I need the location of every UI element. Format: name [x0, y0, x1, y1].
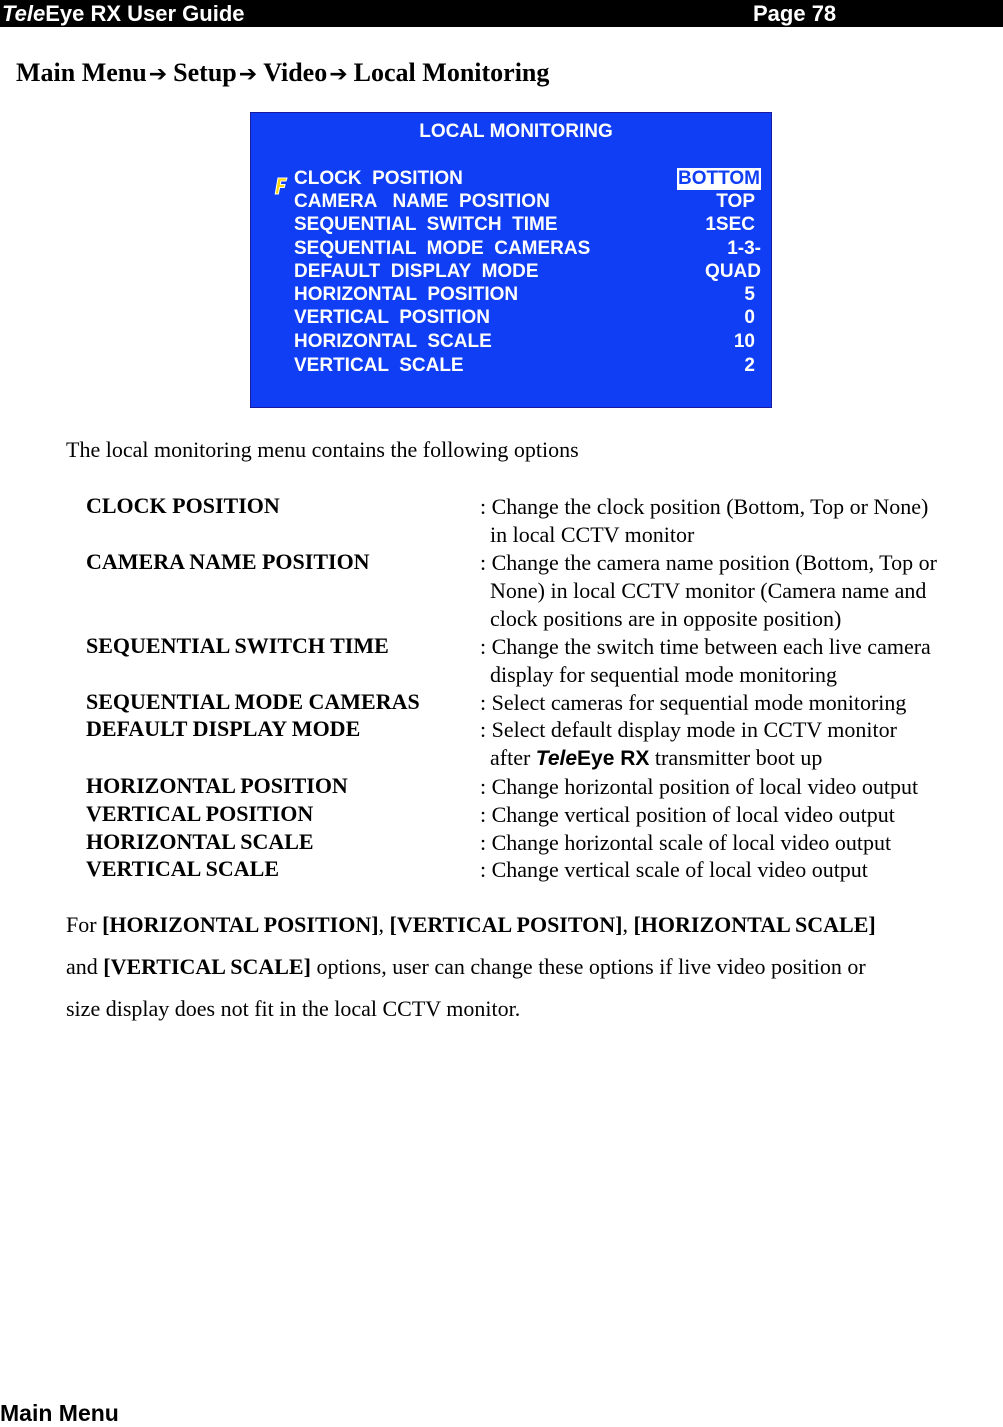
option-term: SEQUENTIAL MODE CAMERAS: [86, 689, 420, 714]
osd-row-value-selected: BOTTOM: [678, 168, 760, 189]
osd-row-clock-position: [294, 168, 761, 191]
note-text: and: [66, 954, 104, 979]
osd-row-label: VERTICAL SCALE: [294, 355, 464, 376]
option-description-line: display for sequential mode monitoring: [490, 662, 838, 687]
osd-row-value: 1SEC: [705, 214, 755, 235]
text-after: after: [490, 745, 536, 770]
option-term: HORIZONTAL SCALE: [86, 829, 314, 854]
option-description: [480, 801, 995, 829]
brand-tele: Tele: [535, 747, 578, 770]
option-description: [480, 633, 995, 689]
breadcrumb: [16, 58, 549, 88]
osd-row-label: SEQUENTIAL SWITCH TIME: [294, 214, 558, 235]
note-term: [HORIZONTAL POSITION]: [102, 912, 379, 937]
option-description-line: clock positions are in opposite position): [490, 606, 842, 631]
osd-row-vertical-position: [294, 307, 761, 330]
product-name: [536, 747, 650, 770]
option-description-line: : Change vertical scale of local video output: [480, 857, 868, 882]
option-description-line: : Change horizontal position of local video output: [480, 774, 919, 799]
option-description-line: None) in local CCTV monitor (Camera name and: [490, 578, 927, 603]
osd-row-sequential-switch-time: [294, 214, 761, 237]
osd-row-horizontal-position: [294, 284, 761, 307]
option-term: DEFAULT DISPLAY MODE: [86, 716, 361, 741]
note-text: ,: [622, 912, 634, 937]
note-text: For: [66, 912, 103, 937]
option-description-line: : Change the clock position (Bottom, Top or None): [480, 494, 929, 519]
option-description: [480, 549, 995, 633]
option-description-line: : Change the camera name position (Bottom, Top or: [480, 550, 937, 575]
arrow-right-icon: ➔: [329, 62, 348, 87]
osd-row-label: DEFAULT DISPLAY MODE: [294, 261, 539, 282]
arrow-right-icon: ➔: [148, 62, 168, 87]
brand-rest: Eye RX User Guide: [45, 1, 245, 26]
brand-tele: Tele: [2, 1, 46, 26]
osd-title: LOCAL MONITORING: [419, 121, 613, 142]
option-description: [480, 773, 995, 801]
note-line: size display does not fit in the local CCTV monitor.: [66, 996, 521, 1021]
osd-row-value: 0: [744, 307, 755, 328]
note-text: ,: [378, 912, 390, 937]
option-description-line: : Select cameras for sequential mode monitoring: [480, 690, 907, 715]
note-line: [66, 904, 986, 946]
osd-row-value: TOP: [716, 191, 755, 212]
brand-rest: Eye RX: [577, 747, 650, 770]
option-description: [480, 829, 995, 857]
osd-row-value: QUAD: [705, 261, 761, 282]
intro-paragraph: The local monitoring menu contains the following options: [66, 437, 579, 462]
osd-row-label: HORIZONTAL POSITION: [294, 284, 519, 305]
osd-row-label: HORIZONTAL SCALE: [294, 331, 492, 352]
option-description-line: [480, 744, 995, 773]
option-term: VERTICAL SCALE: [86, 856, 280, 881]
osd-row-default-display-mode: [294, 261, 761, 284]
option-term: HORIZONTAL POSITION: [86, 773, 348, 798]
option-description: [480, 493, 995, 549]
option-description-line: : Change horizontal scale of local video output: [480, 830, 892, 855]
breadcrumb-local-monitoring: Local Monitoring: [353, 58, 550, 87]
osd-row-sequential-mode-cameras: [294, 238, 761, 261]
option-description-line: : Select default display mode in CCTV monitor: [480, 717, 897, 742]
osd-row-value: 1-3-: [727, 238, 761, 259]
option-description-line: : Change vertical position of local video output: [480, 802, 895, 827]
note-term: [VERTICAL SCALE]: [103, 954, 311, 979]
osd-row-label: VERTICAL POSITION: [294, 307, 491, 328]
local-monitoring-osd-screenshot: [250, 112, 772, 408]
option-term: SEQUENTIAL SWITCH TIME: [86, 633, 389, 658]
osd-row-value: 5: [744, 284, 755, 305]
option-term: VERTICAL POSITION: [86, 801, 314, 826]
note-term: [VERTICAL POSITON]: [389, 912, 623, 937]
note-term: [HORIZONTAL SCALE]: [633, 912, 876, 937]
breadcrumb-video: Video: [263, 58, 328, 87]
option-description: [480, 856, 995, 884]
note-text: options, user can change these options if live video position or: [310, 954, 866, 979]
option-description-line: in local CCTV monitor: [490, 522, 695, 547]
osd-row-horizontal-scale: [294, 331, 761, 354]
option-term: CAMERA NAME POSITION: [86, 549, 370, 574]
osd-row-vertical-scale: [294, 355, 761, 378]
menu-cursor-icon: [274, 177, 288, 195]
text-boot-up: transmitter boot up: [649, 745, 823, 770]
osd-row-value: 2: [744, 355, 755, 376]
option-description: [480, 716, 995, 773]
breadcrumb-setup: Setup: [173, 58, 237, 87]
option-description: [480, 689, 995, 717]
osd-row-label: CLOCK POSITION: [294, 168, 463, 189]
arrow-right-icon: ➔: [238, 62, 258, 87]
osd-row-value: 10: [733, 331, 755, 352]
note-line: [66, 946, 986, 988]
osd-row-camera-name-position: [294, 191, 761, 214]
option-term: CLOCK POSITION: [86, 493, 280, 518]
page-number: Page 78: [753, 1, 837, 26]
osd-row-label: SEQUENTIAL MODE CAMERAS: [294, 238, 591, 259]
page-header: [0, 0, 1003, 27]
option-description-line: : Change the switch time between each live camera: [480, 634, 931, 659]
breadcrumb-main-menu: Main Menu: [16, 58, 147, 87]
note-paragraph: [66, 904, 986, 1030]
footer-section-title: Main Menu: [0, 1400, 119, 1426]
guide-title: [2, 0, 245, 27]
osd-row-label: CAMERA NAME POSITION: [294, 191, 550, 212]
